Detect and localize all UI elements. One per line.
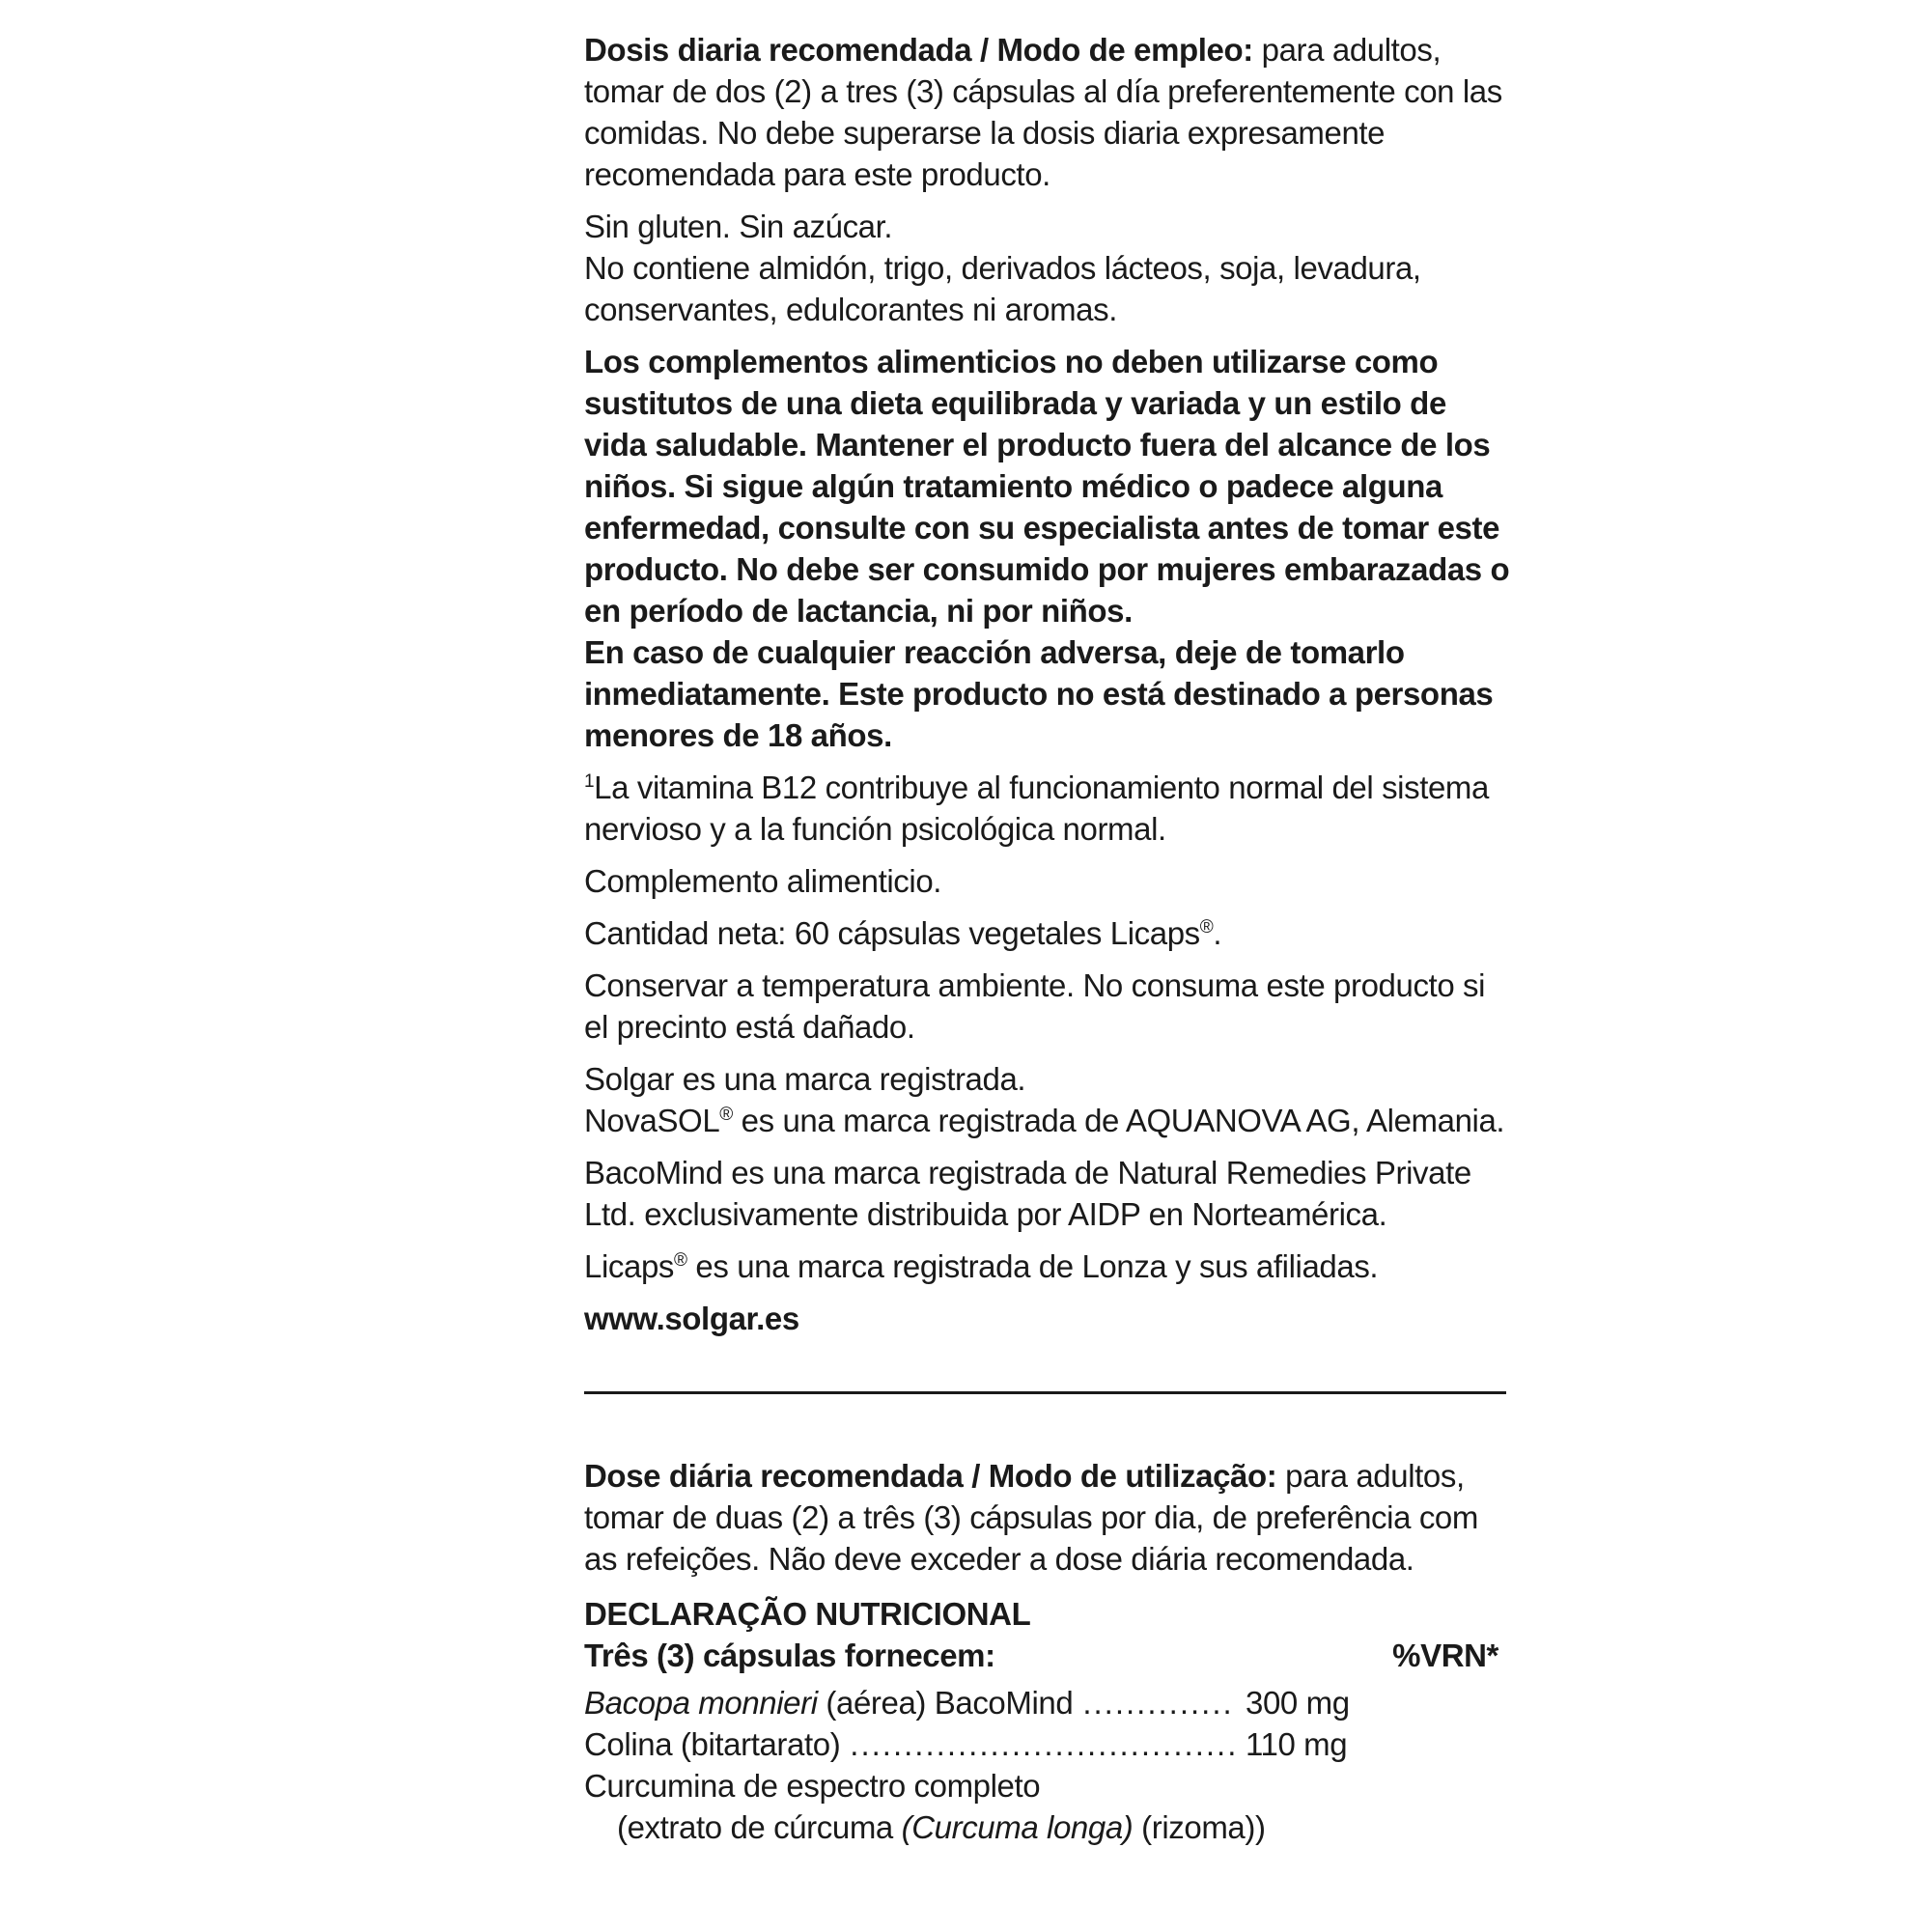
es-warning-1: Los complementos alimenticios no deben utilizarse como sustitutos de una dieta equilibrada y variada y un estilo de vida saludable. Mantener el producto fuera del alcance de los niños. Si sigue algún tratamiento médico o padece alguna enfermedad, consulte con su especialista antes de tomar este producto. No debe ser consumido por mujeres embarazadas o en período de lactancia, ni por niños. bbox=[584, 344, 1510, 629]
nutrient-name bbox=[584, 1723, 840, 1765]
leader-dots bbox=[1082, 1682, 1236, 1723]
nutrient-amount: 110 mg bbox=[1246, 1726, 1348, 1762]
es-quantity bbox=[584, 912, 1516, 954]
es-footnote bbox=[584, 767, 1516, 850]
leader-dots bbox=[850, 1723, 1236, 1765]
curcumin-extract-text: (extrato de cúrcuma bbox=[617, 1809, 902, 1845]
website-link: www.solgar.es bbox=[584, 1301, 799, 1336]
es-tm-novasol bbox=[584, 1100, 1516, 1141]
es-warning-paragraph bbox=[584, 341, 1516, 631]
curcumin-line-1: Curcumina de espectro completo bbox=[584, 1768, 1041, 1804]
label-text-column bbox=[584, 29, 1516, 1848]
nutrition-row bbox=[584, 1723, 1347, 1765]
es-tm-licaps-text: es una marca registrada de Lonza y sus afiliadas. bbox=[686, 1248, 1379, 1284]
es-dosage-label: Dosis diaria recomendada / Modo de empleo: bbox=[584, 32, 1253, 68]
vrn-label: %VRN* bbox=[1392, 1638, 1498, 1673]
nutrient-name-rest: (aérea) BacoMind bbox=[817, 1685, 1074, 1721]
pt-dosage-text: para adultos, tomar de duas (2) a três (3) cápsulas por dia, de preferência com as refeições. Não deve exceder a dose diária recomendada. bbox=[584, 1458, 1478, 1577]
es-warning-2: En caso de cualquier reacción adversa, deje de tomarlo inmediatamente. Este producto no está destinado a personas menores de 18 años. bbox=[584, 634, 1494, 753]
es-dosage-text: para adultos, tomar de dos (2) a tres (3) cápsulas al día preferentemente con las comidas. No debe superarse la dosis diaria expresamente recomendada para este producto. bbox=[584, 32, 1502, 192]
section-divider bbox=[584, 1391, 1506, 1394]
curcumin-part-text: (rizoma)) bbox=[1133, 1809, 1266, 1845]
nutrient-name-italic: Bacopa monnieri bbox=[584, 1685, 818, 1721]
registered-mark: ® bbox=[719, 1105, 733, 1125]
es-tm-licaps bbox=[584, 1246, 1516, 1287]
es-warning-paragraph-2 bbox=[584, 631, 1516, 756]
nutrient-name bbox=[584, 1682, 1073, 1723]
es-free-from-1: Sin gluten. Sin azúcar. bbox=[584, 209, 893, 244]
es-tm-novasol-name: NovaSOL bbox=[584, 1103, 720, 1138]
es-category: Complemento alimenticio. bbox=[584, 863, 942, 899]
es-tm-novasol-text: es una marca registrada de AQUANOVA AG, Alemania. bbox=[732, 1103, 1505, 1138]
es-dosage-paragraph bbox=[584, 29, 1516, 195]
registered-mark: ® bbox=[1199, 917, 1214, 938]
nutrition-header bbox=[584, 1635, 1498, 1676]
nutrient-name-rest: Colina (bitartarato) bbox=[584, 1726, 841, 1762]
es-quantity-prefix: Cantidad neta: 60 cápsulas vegetales Licaps bbox=[584, 915, 1200, 951]
es-tm-bacomind: BacoMind es una marca registrada de Natural Remedies Private Ltd. exclusivamente distribuida por AIDP en Norteamérica. bbox=[584, 1155, 1471, 1232]
es-tm-licaps-name: Licaps bbox=[584, 1248, 674, 1284]
es-storage: Conservar a temperatura ambiente. No consuma este producto si el precinto está dañado. bbox=[584, 967, 1486, 1045]
nutrition-title: DECLARAÇÃO NUTRICIONAL bbox=[584, 1596, 1031, 1632]
nutrient-amount: 300 mg bbox=[1246, 1685, 1350, 1721]
curcumin-line-2 bbox=[584, 1806, 1516, 1848]
es-website bbox=[584, 1298, 1516, 1339]
nutrition-row bbox=[584, 1682, 1350, 1723]
es-footnote-mark: 1 bbox=[584, 771, 595, 792]
es-tm-solgar: Solgar es una marca registrada. bbox=[584, 1061, 1026, 1097]
pt-dosage-paragraph bbox=[584, 1455, 1516, 1580]
es-free-from-2: No contiene almidón, trigo, derivados lácteos, soja, levadura, conservantes, edulcorantes ni aromas. bbox=[584, 250, 1421, 327]
curcumin-latin-name: (Curcuma longa) bbox=[901, 1809, 1134, 1845]
serving-label: Três (3) cápsulas fornecem: bbox=[584, 1638, 995, 1673]
es-quantity-suffix: . bbox=[1213, 915, 1222, 951]
es-footnote-text: La vitamina B12 contribuye al funcionamiento normal del sistema nervioso y a la función psicológica normal. bbox=[584, 770, 1489, 847]
registered-mark: ® bbox=[674, 1250, 687, 1271]
pt-dosage-label: Dose diária recomendada / Modo de utilização: bbox=[584, 1458, 1277, 1494]
